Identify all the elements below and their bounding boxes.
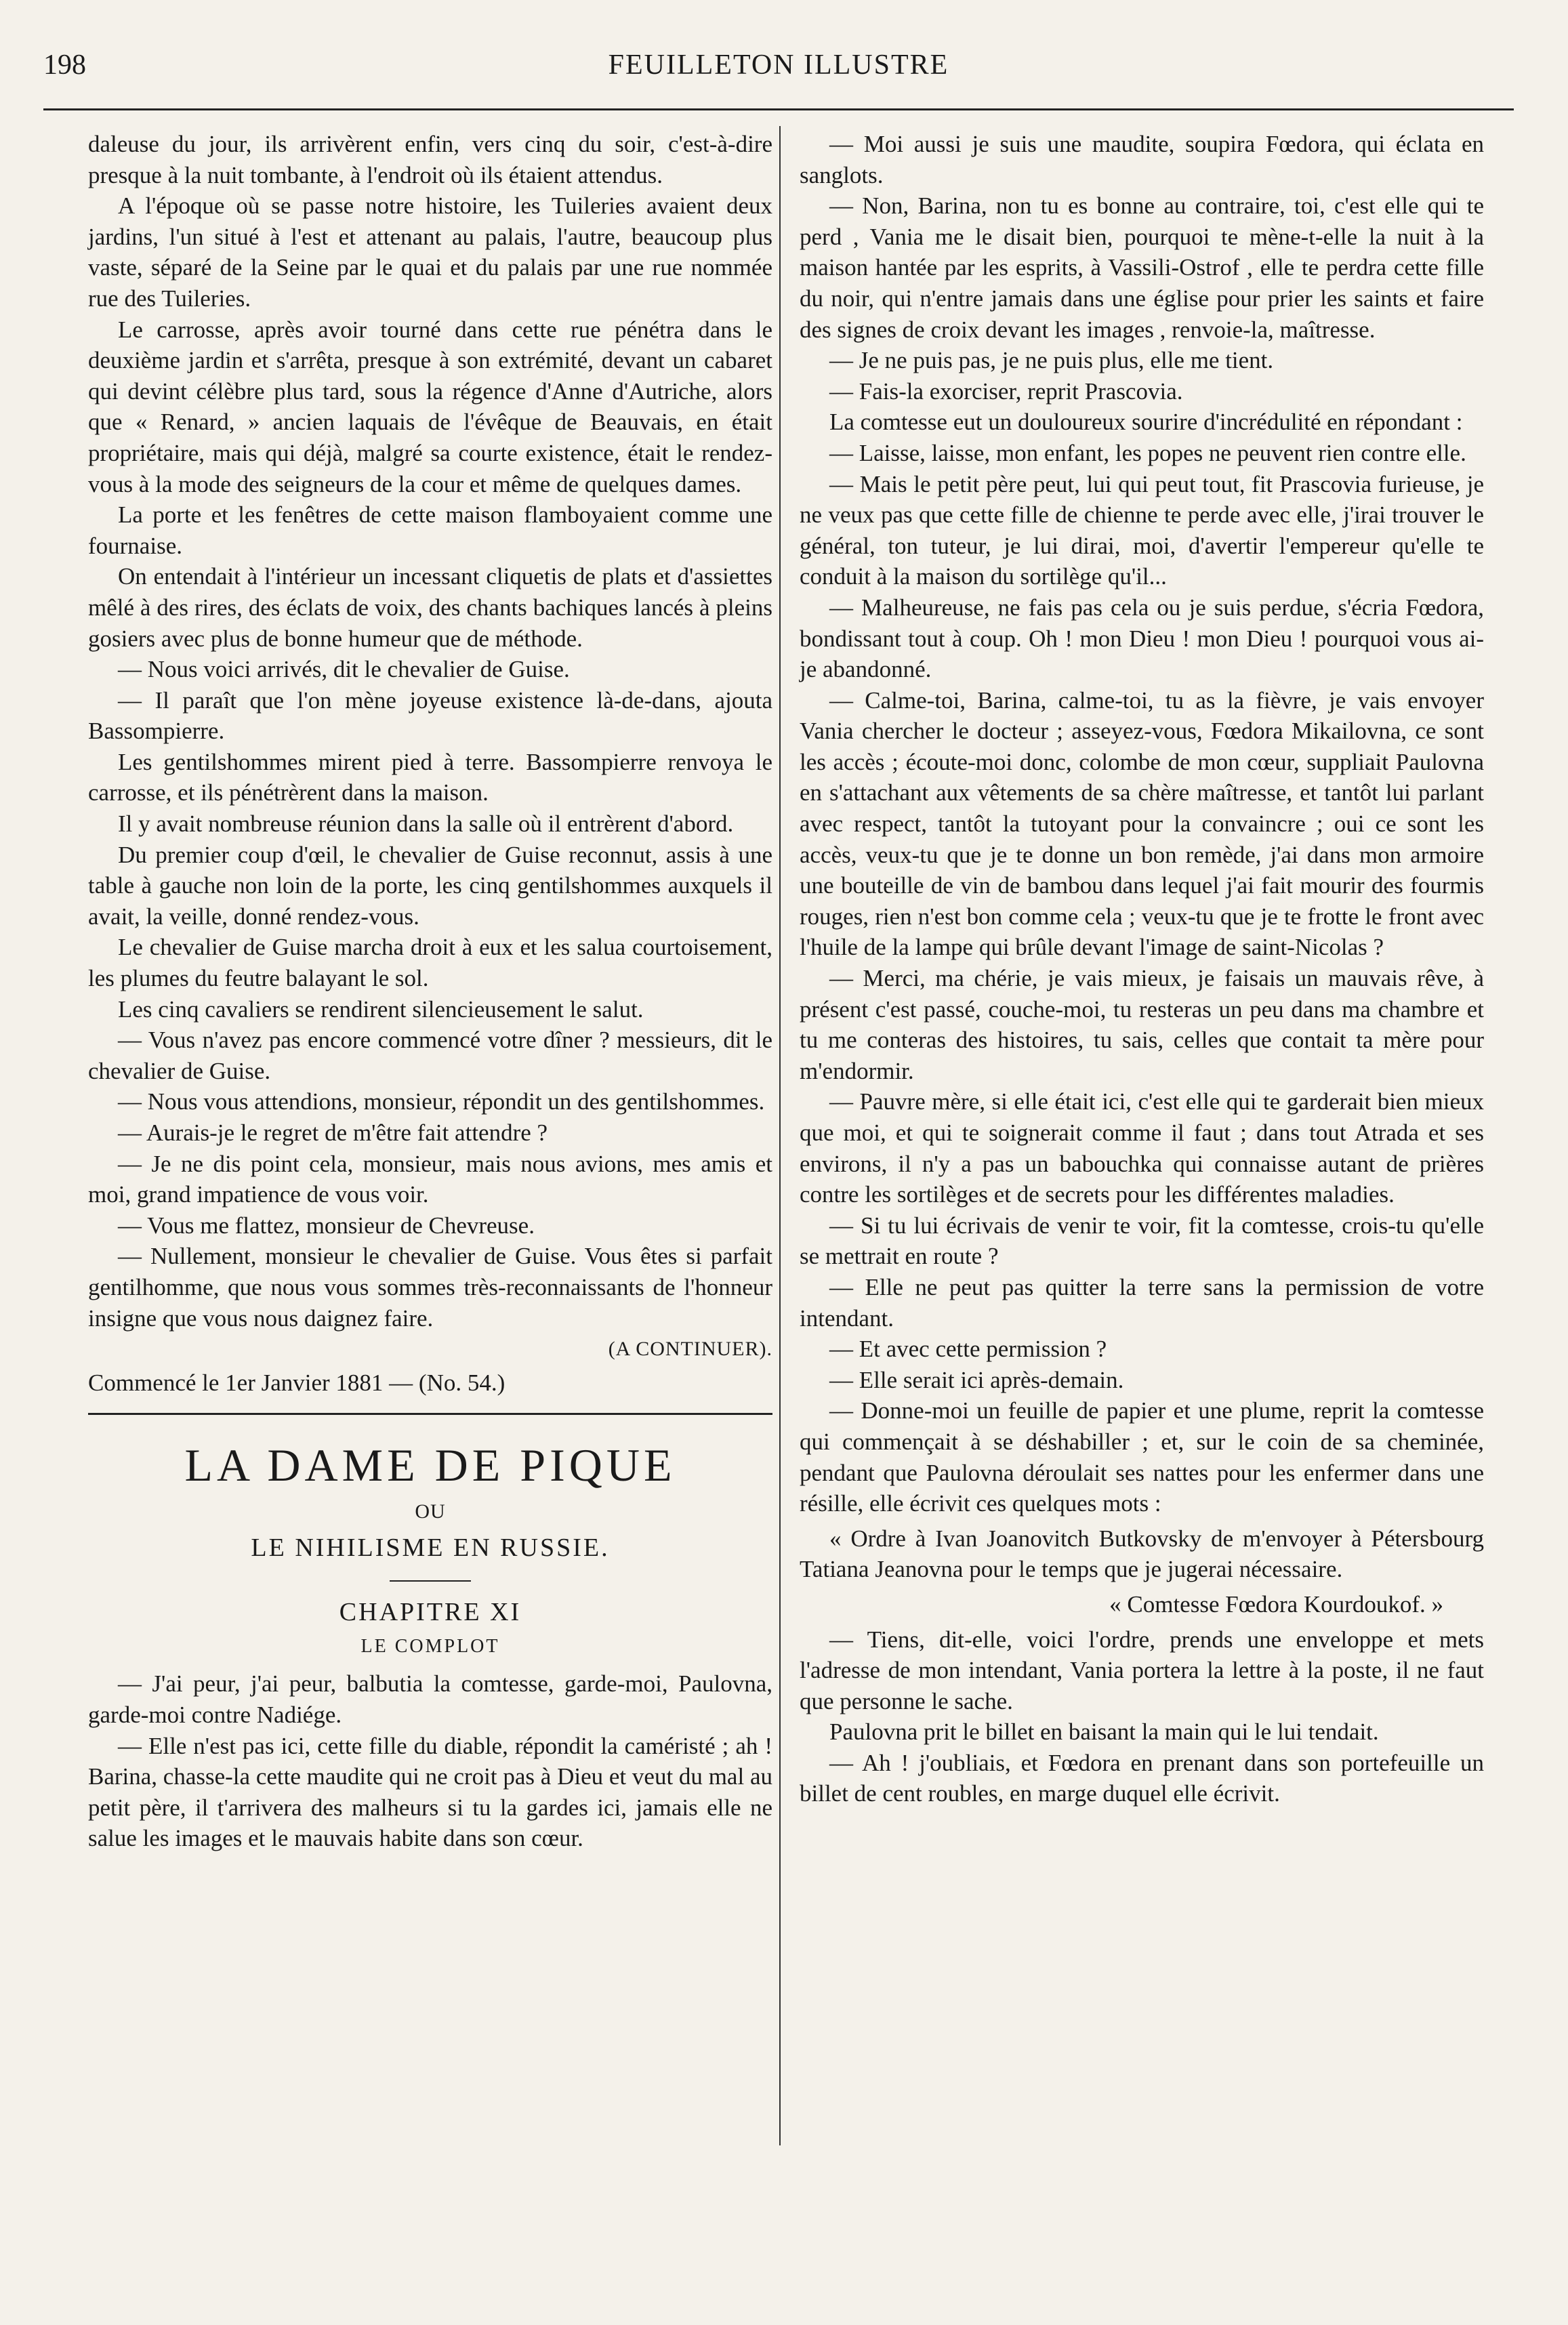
paragraph: — Et avec cette permission ? <box>829 1336 1107 1363</box>
column-divider <box>779 126 781 2145</box>
paragraph: Du premier coup d'œil, le chevalier de Guise reconnut, assis à une table à gauche non loin de la porte, les cinq gentilshommes auxquels il avait, la veille, donné rendez-vous. <box>88 841 772 930</box>
paragraph: — Nullement, monsieur le chevalier de Guise. Vous êtes si parfait gentilhomme, que nous vous sommes très-reconnaissants de l'honneur insigne que vous nous daignez faire. <box>88 1243 772 1332</box>
paragraph: — Nous vous attendions, monsieur, répondit un des gentilshommes. <box>118 1088 765 1115</box>
paragraph: — Elle serait ici après-demain. <box>829 1366 1124 1393</box>
paragraph: — Non, Barina, non tu es bonne au contraire, toi, c'est elle qui te perd , Vania me le disait bien, pourquoi te mène-t-elle la nuit à la maison hantée par les esprits, à Vassili-Ostrof , elle te perdra cette fille du noir, qui n'entre jamais dans une église pour prier les saints et faire des signes de croix devant les images , renvoie-la, maîtresse. <box>800 192 1484 343</box>
paragraph: — Si tu lui écrivais de venir te voir, fit la comtesse, crois-tu qu'elle se mettrait en route ? <box>800 1212 1484 1270</box>
paragraph: — J'ai peur, j'ai peur, balbutia la comtesse, garde-moi, Paulovna, garde-moi contre Nadiége. <box>88 1670 772 1728</box>
story-ou: OU <box>415 1500 446 1523</box>
paragraph: A l'époque où se passe notre histoire, les Tuileries avaient deux jardins, l'un situé à l'est et attenant au palais, l'autre, beaucoup plus vaste, séparé de la Seine par le quai et du palais par une rue nommée rue des Tuileries. <box>88 192 772 312</box>
paragraph: Les gentilshommes mirent pied à terre. Bassompierre renvoya le carrosse, et ils pénétrèrent dans la maison. <box>88 748 772 806</box>
chapter-subtitle: LE COMPLOT <box>360 1636 500 1658</box>
paragraph: — Fais-la exorciser, reprit Prascovia. <box>829 377 1183 405</box>
paragraph: La porte et les fenêtres de cette maison flamboyaient comme une fournaise. <box>88 501 772 559</box>
paragraph: Le chevalier de Guise marcha droit à eux et les salua courtoisement, les plumes du feutre balayant le sol. <box>88 934 772 992</box>
paragraph: — Aurais-je le regret de m'être fait attendre ? <box>118 1119 548 1146</box>
paragraph: — Laisse, laisse, mon enfant, les popes ne peuvent rien contre elle. <box>829 439 1466 466</box>
chapter-title: CHAPITRE XI <box>339 1598 522 1627</box>
page-header <box>43 49 1514 96</box>
left-column <box>88 129 772 1854</box>
paragraph: — Pauvre mère, si elle était ici, c'est elle qui te garderait bien mieux que moi, et qui te soignerait comme il faut ; dans tout Atrada et ses environs, il n'y a pas un babouchka qui connaisse autant de prières contre les sortilèges et de secrets pour les différentes maladies. <box>800 1088 1484 1208</box>
paragraph: Paulovna prit le billet en baisant la main qui le lui tendait. <box>829 1719 1379 1746</box>
paragraph: — Merci, ma chérie, je vais mieux, je faisais un mauvais rêve, à présent c'est passé, couche-moi, tu resteras un peu dans ma chambre et tu me conteras des histoires, tu sais, celles que contait ta mère pour m'endormir. <box>800 965 1484 1084</box>
paragraph: — Nous voici arrivés, dit le chevalier de Guise. <box>118 656 570 683</box>
paragraph: — Vous n'avez pas encore commencé votre dîner ? messieurs, dit le chevalier de Guise. <box>88 1027 772 1084</box>
paragraph: — Malheureuse, ne fais pas cela ou je suis perdue, s'écria Fœdora, bondissant tout à coup. Oh ! mon Dieu ! mon Dieu ! pourquoi vous ai-je abandonné. <box>800 594 1484 683</box>
right-column <box>800 129 1484 1809</box>
paragraph: — Tiens, dit-elle, voici l'ordre, prends une enveloppe et mets l'adresse de mon intendant, Vania portera la lettre à la poste, il ne faut que personne le sache. <box>800 1626 1484 1714</box>
paragraph: Le carrosse, après avoir tourné dans cette rue pénétra dans le deuxième jardin et s'arrêta, presque à son extrémité, devant un cabaret qui devint célèbre plus tard, sous la régence d'Anne d'Autriche, alors que « Renard, » ancien laquais de l'évêque de Beauvais, en était propriétaire, mais qui déjà, malgré sa courte existence, était le rendez-vous à la mode des seigneurs de la cour et même de quelques dames. <box>88 316 772 497</box>
running-title: FEUILLETON ILLUSTRE <box>608 49 949 81</box>
paragraph: On entendait à l'intérieur un incessant cliquetis de plats et d'assiettes mêlé à des rires, des éclats de voix, des chants bachiques lancés à pleins gosiers avec plus de bonne humeur que de méthode. <box>88 563 772 652</box>
story-subtitle: LE NIHILISME EN RUSSIE. <box>251 1534 610 1563</box>
title-short-rule <box>390 1580 471 1582</box>
paragraph: — Donne-moi un feuille de papier et une plume, reprit la comtesse qui commençait à se déshabiller ; et, sur le coin de sa cheminée, pendant que Paulovna déroulait ses nattes pour les enfermer dans une résille, elle écrivit ces quelques mots : <box>800 1397 1484 1517</box>
paragraph: — Je ne puis pas, je ne puis plus, elle me tient. <box>829 347 1274 374</box>
paragraph: daleuse du jour, ils arrivèrent enfin, vers cinq du soir, c'est-à-dire presque à la nuit tombante, à l'endroit où ils étaient attendus. <box>88 131 772 188</box>
paragraph: — Moi aussi je suis une maudite, soupira Fœdora, qui éclata en sanglots. <box>800 131 1484 188</box>
paragraph: — Elle n'est pas ici, cette fille du diable, répondit la caméristé ; ah ! Barina, chasse-la cette maudite qui ne croit pas à Dieu et veut du mal au petit père, il t'arrivera des malheurs si tu la gardes ici, jamais elle ne salue les images et le mauvais habite dans son cœur. <box>88 1732 772 1852</box>
paragraph: — Ah ! j'oubliais, et Fœdora en prenant dans son portefeuille un billet de cent roubles, en marge duquel elle écrivit. <box>800 1749 1484 1807</box>
section-rule <box>88 1413 772 1415</box>
paragraph: — Je ne dis point cela, monsieur, mais nous avions, mes amis et moi, grand impatience de vous voir. <box>88 1150 772 1208</box>
paragraph: — Vous me flattez, monsieur de Chevreuse. <box>118 1212 535 1239</box>
letter-quote: « Ordre à Ivan Joanovitch Butkovsky de m'envoyer à Pétersbourg Tatiana Jeanovna pour le temps que je jugerai nécessaire. <box>800 1525 1484 1583</box>
paragraph: Les cinq cavaliers se rendirent silencieusement le salut. <box>118 995 644 1023</box>
paragraph: — Mais le petit père peut, lui qui peut tout, fit Prascovia furieuse, je ne veux pas que cette fille de chienne te perde avec elle, j'irai trouver le général, ton tuteur, je lui dirai, moi, d'avertir l'empereur qu'elle te conduit à la maison du sortilège qu'il... <box>800 470 1484 590</box>
paragraph: — Calme-toi, Barina, calme-toi, tu as la fièvre, je vais envoyer Vania chercher le docteur ; asseyez-vous, Fœdora Mikailovna, ce sont les accès ; écoute-moi donc, colombe de mon cœur, suppliait Paulovna en s'attachant aux vêtements de sa chère maîtresse, et tantôt lui parlant avec respect, tantôt la tutoyant pour la convaincre ; oui ce sont les accès, veux-tu que je te donne un bon remède, j'ai dans mon armoire une bouteille de vin de bambou dans lequel j'ai fait mourir des fourmis rouges, rien n'est bon comme cela ; veux-tu que je te frotte le front avec l'huile de la lampe qui brûle devant l'image de saint-Nicolas ? <box>800 686 1484 961</box>
serial-start-note: Commencé le 1er Janvier 1881 — (No. 54.) <box>88 1369 506 1396</box>
header-rule <box>43 108 1514 110</box>
paragraph: La comtesse eut un douloureux sourire d'incrédulité en répondant : <box>829 409 1463 436</box>
continuation-note: (A CONTINUER). <box>608 1338 772 1361</box>
paragraph: — Il paraît que l'on mène joyeuse existence là-de-dans, ajouta Bassompierre. <box>88 686 772 745</box>
story-title: LA DAME DE PIQUE <box>184 1439 676 1491</box>
letter-signature: « Comtesse Fœdora Kourdoukof. » <box>1109 1590 1443 1618</box>
paragraph: — Elle ne peut pas quitter la terre sans la permission de votre intendant. <box>800 1273 1484 1332</box>
paragraph: Il y avait nombreuse réunion dans la salle où il entrèrent d'abord. <box>118 810 734 838</box>
page-number: 198 <box>43 49 86 81</box>
